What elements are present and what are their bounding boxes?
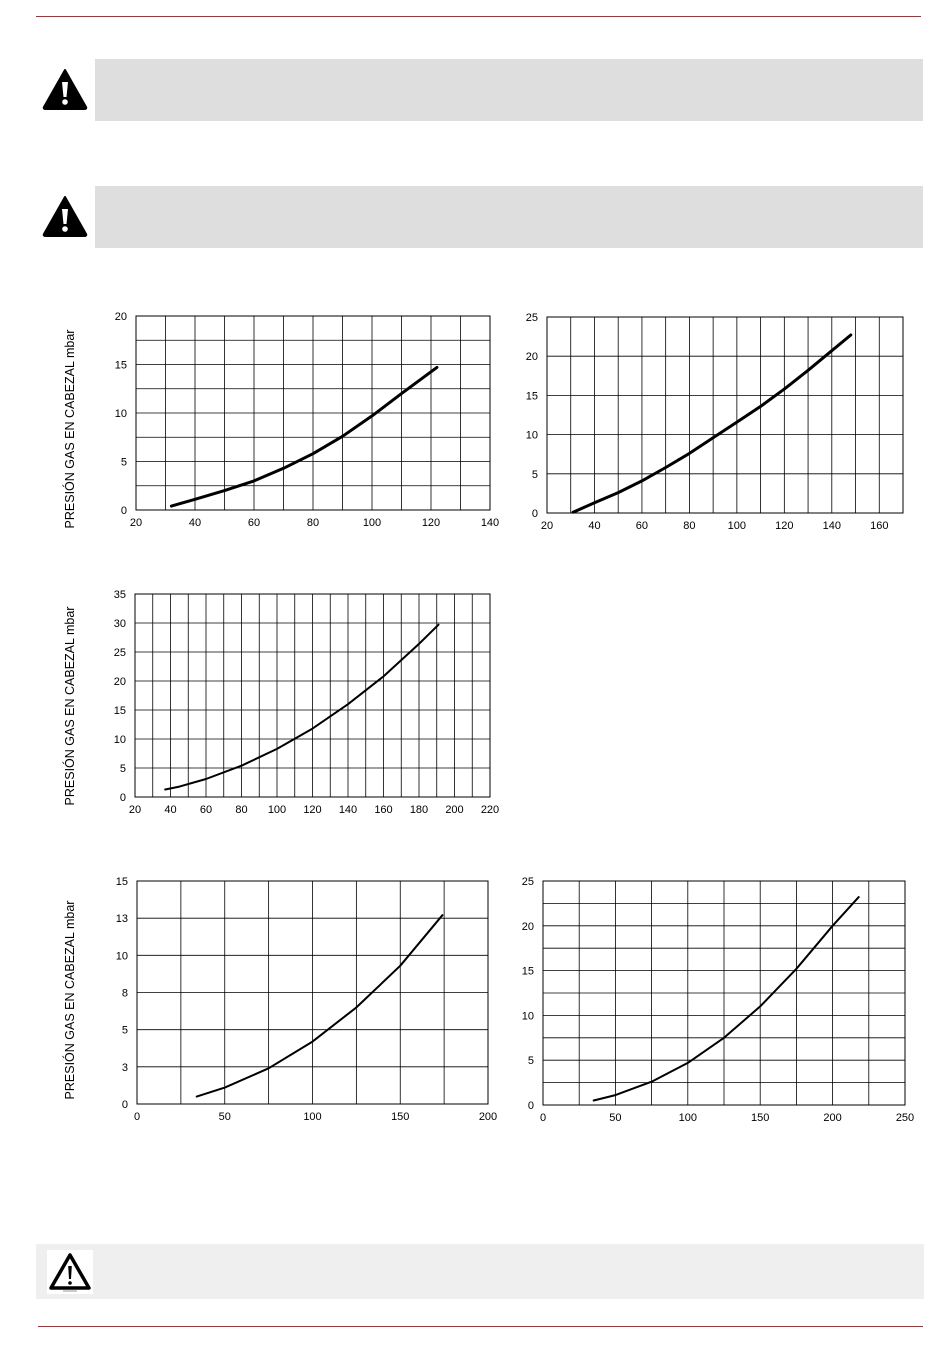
y-tick-label: 15 (115, 876, 128, 888)
y-tick-label: 5 (121, 1024, 128, 1037)
y-tick-label: 0 (531, 508, 538, 520)
y-tick-label: 30 (113, 618, 126, 630)
x-tick-label: 180 (409, 804, 429, 816)
y-tick-label: 10 (113, 734, 126, 746)
y-tick-label: 20 (114, 311, 127, 323)
y-tick-label: 13 (115, 913, 128, 926)
x-tick-label: 140 (822, 520, 841, 532)
y-tick-label: 15 (525, 390, 538, 403)
x-tick-label: 160 (870, 520, 889, 532)
y-tick-label: 5 (531, 468, 538, 481)
y-tick-label: 0 (119, 792, 126, 804)
y-axis-label: PRESIÓN GAS EN CABEZAL mbar (63, 329, 77, 529)
y-tick-label: 15 (521, 965, 534, 978)
x-tick-label: 60 (199, 804, 213, 816)
series-line (573, 335, 851, 512)
x-tick-label: 20 (540, 520, 554, 532)
x-tick-label: 0 (539, 1112, 547, 1124)
x-tick-label: 100 (303, 1111, 322, 1123)
y-tick-label: 20 (525, 351, 538, 364)
y-tick-label: 10 (115, 950, 128, 963)
y-tick-label: 3 (121, 1061, 128, 1074)
x-tick-label: 100 (362, 517, 382, 529)
x-tick-label: 140 (480, 517, 500, 529)
x-tick-label: 150 (391, 1111, 410, 1123)
warning-box-1 (95, 59, 923, 121)
series-line (171, 367, 437, 506)
warning-triangle-outline-icon (47, 1250, 93, 1294)
x-tick-label: 40 (188, 517, 202, 529)
pressure-chart-5 (510, 870, 920, 1130)
x-tick-label: 50 (609, 1112, 622, 1124)
pressure-chart-2 (515, 305, 915, 545)
x-tick-label: 60 (635, 520, 649, 532)
series-line (594, 897, 859, 1100)
top-rule (36, 16, 921, 17)
x-tick-label: 250 (895, 1112, 915, 1124)
x-tick-label: 120 (421, 517, 441, 529)
y-tick-label: 35 (113, 589, 126, 601)
x-tick-label: 80 (683, 520, 696, 532)
y-tick-label: 0 (120, 505, 127, 517)
warning-box-2 (95, 186, 923, 248)
y-tick-label: 25 (113, 647, 126, 659)
y-tick-label: 0 (121, 1099, 128, 1111)
y-tick-label: 10 (525, 429, 538, 442)
x-tick-label: 220 (480, 804, 500, 816)
x-tick-label: 200 (445, 804, 464, 816)
y-tick-label: 5 (527, 1055, 534, 1068)
pressure-chart-1 (100, 305, 505, 545)
x-tick-label: 200 (823, 1112, 842, 1124)
plot-frame (547, 317, 903, 513)
y-tick-label: 8 (121, 987, 128, 1000)
x-tick-label: 40 (164, 804, 177, 816)
y-axis-label: PRESIÓN GAS EN CABEZAL mbar (63, 900, 77, 1100)
x-tick-label: 120 (303, 804, 322, 816)
y-tick-label: 5 (119, 763, 126, 775)
y-tick-label: 20 (113, 676, 126, 688)
x-tick-label: 50 (218, 1111, 231, 1123)
note-box (36, 1244, 924, 1299)
series-line (197, 915, 443, 1096)
x-tick-label: 100 (267, 804, 287, 816)
x-tick-label: 200 (478, 1111, 498, 1123)
x-tick-label: 80 (235, 804, 248, 816)
x-tick-label: 100 (678, 1112, 697, 1124)
x-tick-label: 160 (374, 804, 393, 816)
bottom-rule (38, 1326, 923, 1327)
x-tick-label: 20 (129, 517, 143, 529)
y-tick-label: 10 (521, 1010, 534, 1023)
x-tick-label: 150 (751, 1112, 770, 1124)
y-tick-label: 15 (114, 359, 127, 372)
y-tick-label: 25 (525, 312, 538, 324)
y-tick-label: 25 (521, 876, 534, 888)
x-tick-label: 40 (588, 520, 601, 532)
y-tick-label: 15 (113, 705, 126, 717)
x-tick-label: 140 (338, 804, 358, 816)
y-axis-label: PRESIÓN GAS EN CABEZAL mbar (63, 606, 77, 806)
warning-triangle-icon (42, 195, 88, 237)
y-tick-label: 20 (521, 920, 534, 933)
x-tick-label: 20 (128, 804, 142, 816)
pressure-chart-4 (100, 870, 505, 1130)
x-tick-label: 100 (727, 520, 747, 532)
x-tick-label: 120 (775, 520, 794, 532)
y-tick-label: 0 (527, 1100, 534, 1112)
y-tick-label: 10 (114, 408, 127, 420)
x-tick-label: 0 (133, 1111, 141, 1123)
x-tick-label: 60 (247, 517, 261, 529)
y-tick-label: 5 (120, 456, 127, 469)
x-tick-label: 80 (306, 517, 320, 529)
pressure-chart-3 (100, 585, 505, 825)
warning-triangle-icon (42, 68, 88, 110)
